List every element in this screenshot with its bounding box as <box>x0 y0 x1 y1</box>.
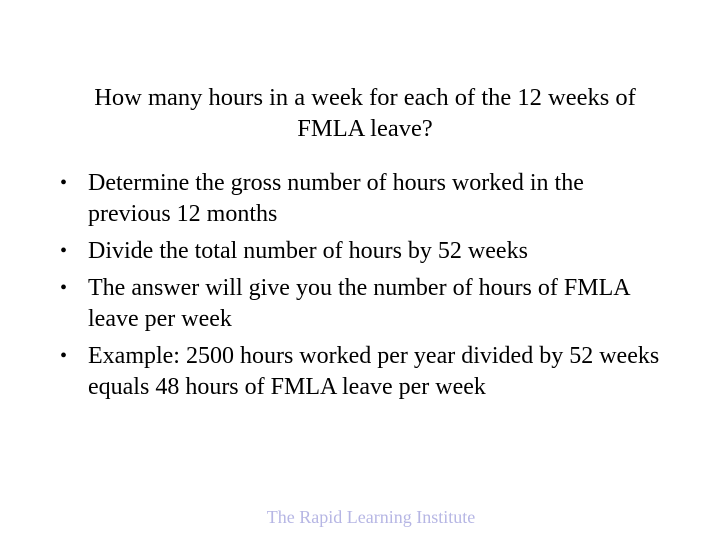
bullet-text: Determine the gross number of hours worked in the previous 12 months <box>88 170 584 227</box>
bullet-dot-icon: • <box>60 277 68 299</box>
bullet-item <box>30 236 670 267</box>
bullet-text: Divide the total number of hours by 52 weeks <box>88 238 528 264</box>
bullet-dot-icon: • <box>60 240 68 262</box>
bullet-list <box>30 168 670 409</box>
bullet-text: The answer will give you the number of hours of FMLA leave per week <box>88 275 630 332</box>
bullet-item <box>30 168 670 230</box>
bullet-item <box>30 341 670 403</box>
bullet-dot-icon: • <box>60 172 68 194</box>
bullet-item <box>30 273 670 335</box>
bullet-text: Example: 2500 hours worked per year divided by 52 weeks equals 48 hours of FMLA leave per week <box>88 343 660 400</box>
bullet-dot-icon: • <box>60 345 68 367</box>
slide-title: How many hours in a week for each of the 12 weeks of FMLA leave? <box>94 84 636 142</box>
footer-brand: The Rapid Learning Institute <box>266 507 476 527</box>
